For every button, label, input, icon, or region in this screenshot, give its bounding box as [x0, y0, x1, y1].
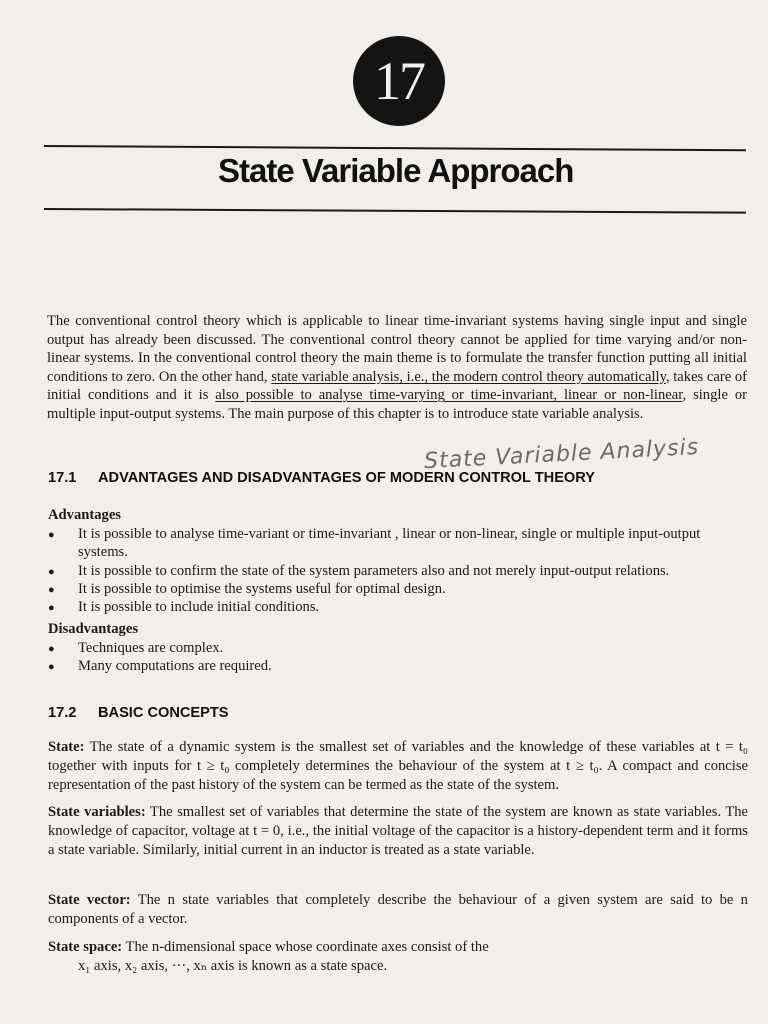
- section-heading-17-2: [48, 705, 448, 721]
- list-item: ● It is possible to analyse time-variant or time-invariant , linear or non-linear, single or multiple input-output systems.: [48, 525, 748, 562]
- section-heading-17-1: [48, 470, 708, 486]
- intro-text-2: , takes care of initial conditions and it is: [47, 368, 748, 404]
- intro-text-3: , single or multiple input-output systems. The main purpose of this chapter is to introduce state variable analysis.: [47, 387, 747, 422]
- section-title: BASIC CONCEPTS: [98, 705, 229, 721]
- disadvantages-list: [48, 639, 748, 676]
- intro-paragraph: [47, 312, 747, 424]
- list-item: ● It is possible to include initial conditions.: [48, 598, 748, 616]
- intro-underlined-1: state variable analysis, i.e., the modern control theory automatically: [271, 368, 666, 385]
- definition-state-space: [48, 938, 748, 957]
- list-item: ● Techniques are complex.: [48, 639, 748, 657]
- definition-state-variables: [48, 803, 748, 860]
- list-item: ● It is possible to optimise the systems useful for optimal design.: [48, 580, 748, 598]
- definition-state-vector: [48, 891, 748, 929]
- section-number: 17.1: [48, 470, 77, 486]
- definition-term: State space:: [48, 939, 123, 955]
- chapter-number: 17: [374, 51, 424, 111]
- chapter-number-badge: [353, 36, 445, 126]
- section-title: ADVANTAGES AND DISADVANTAGES OF MODERN CONTROL THEORY: [98, 470, 596, 486]
- disadvantages-heading: Disadvantages: [48, 621, 139, 637]
- definition-text: The n-dimensional space whose coordinate axes consist of the: [122, 939, 489, 955]
- definition-term: State vector:: [48, 892, 131, 908]
- title-rule-top: [44, 145, 746, 151]
- definition-state: [48, 738, 748, 795]
- list-item: ● It is possible to confirm the state of the system parameters also and not merely input-output relations.: [48, 562, 748, 580]
- definition-text: The smallest set of variables that determine the state of the system are known as state variables. The knowledge of capacitor, voltage at t = 0, i.e., the initial voltage of the capacitor is a history-dependent term and it forms a state variable. Similarly, initial current in an inductor is treated as a state variable.: [48, 804, 749, 858]
- title-rule-bottom: [44, 208, 746, 214]
- intro-underlined-2: also possible to analyse time-varying or time-invariant, linear or non-linear: [215, 387, 683, 404]
- definition-term: State variables:: [48, 804, 146, 820]
- definition-text: The n state variables that completely describe the behaviour of a given system are said to be n components of a vector.: [48, 892, 748, 927]
- section-number: 17.2: [48, 705, 77, 721]
- advantages-heading: Advantages: [48, 507, 121, 523]
- definition-text: The state of a dynamic system is the smallest set of variables and the knowledge of these variables at t = t₀ together with inputs for t ≥ t₀ completely determines the behaviour of the system at t ≥ t₀. A compact and concise representation of the past history of the system can be termed as the state of the system.: [48, 739, 748, 793]
- chapter-title: State Variable Approach: [218, 152, 574, 189]
- advantages-list: [48, 525, 748, 616]
- handwritten-note: State Variable Analysis: [423, 434, 700, 475]
- list-item: ● Many computations are required.: [48, 657, 748, 675]
- definition-state-space-continued: x₁ axis, x₂ axis, ···, xₙ axis is known as a state space.: [78, 958, 388, 974]
- intro-text-1: The conventional control theory which is applicable to linear time-invariant systems having single input and single output has already been discussed. The conventional control theory cannot be applied for time varying and/or non-linear systems. In the conventional control theory the main theme is to formulate the transfer function putting all initial conditions to zero. On the other hand,: [47, 313, 747, 385]
- definition-term: State:: [48, 739, 85, 755]
